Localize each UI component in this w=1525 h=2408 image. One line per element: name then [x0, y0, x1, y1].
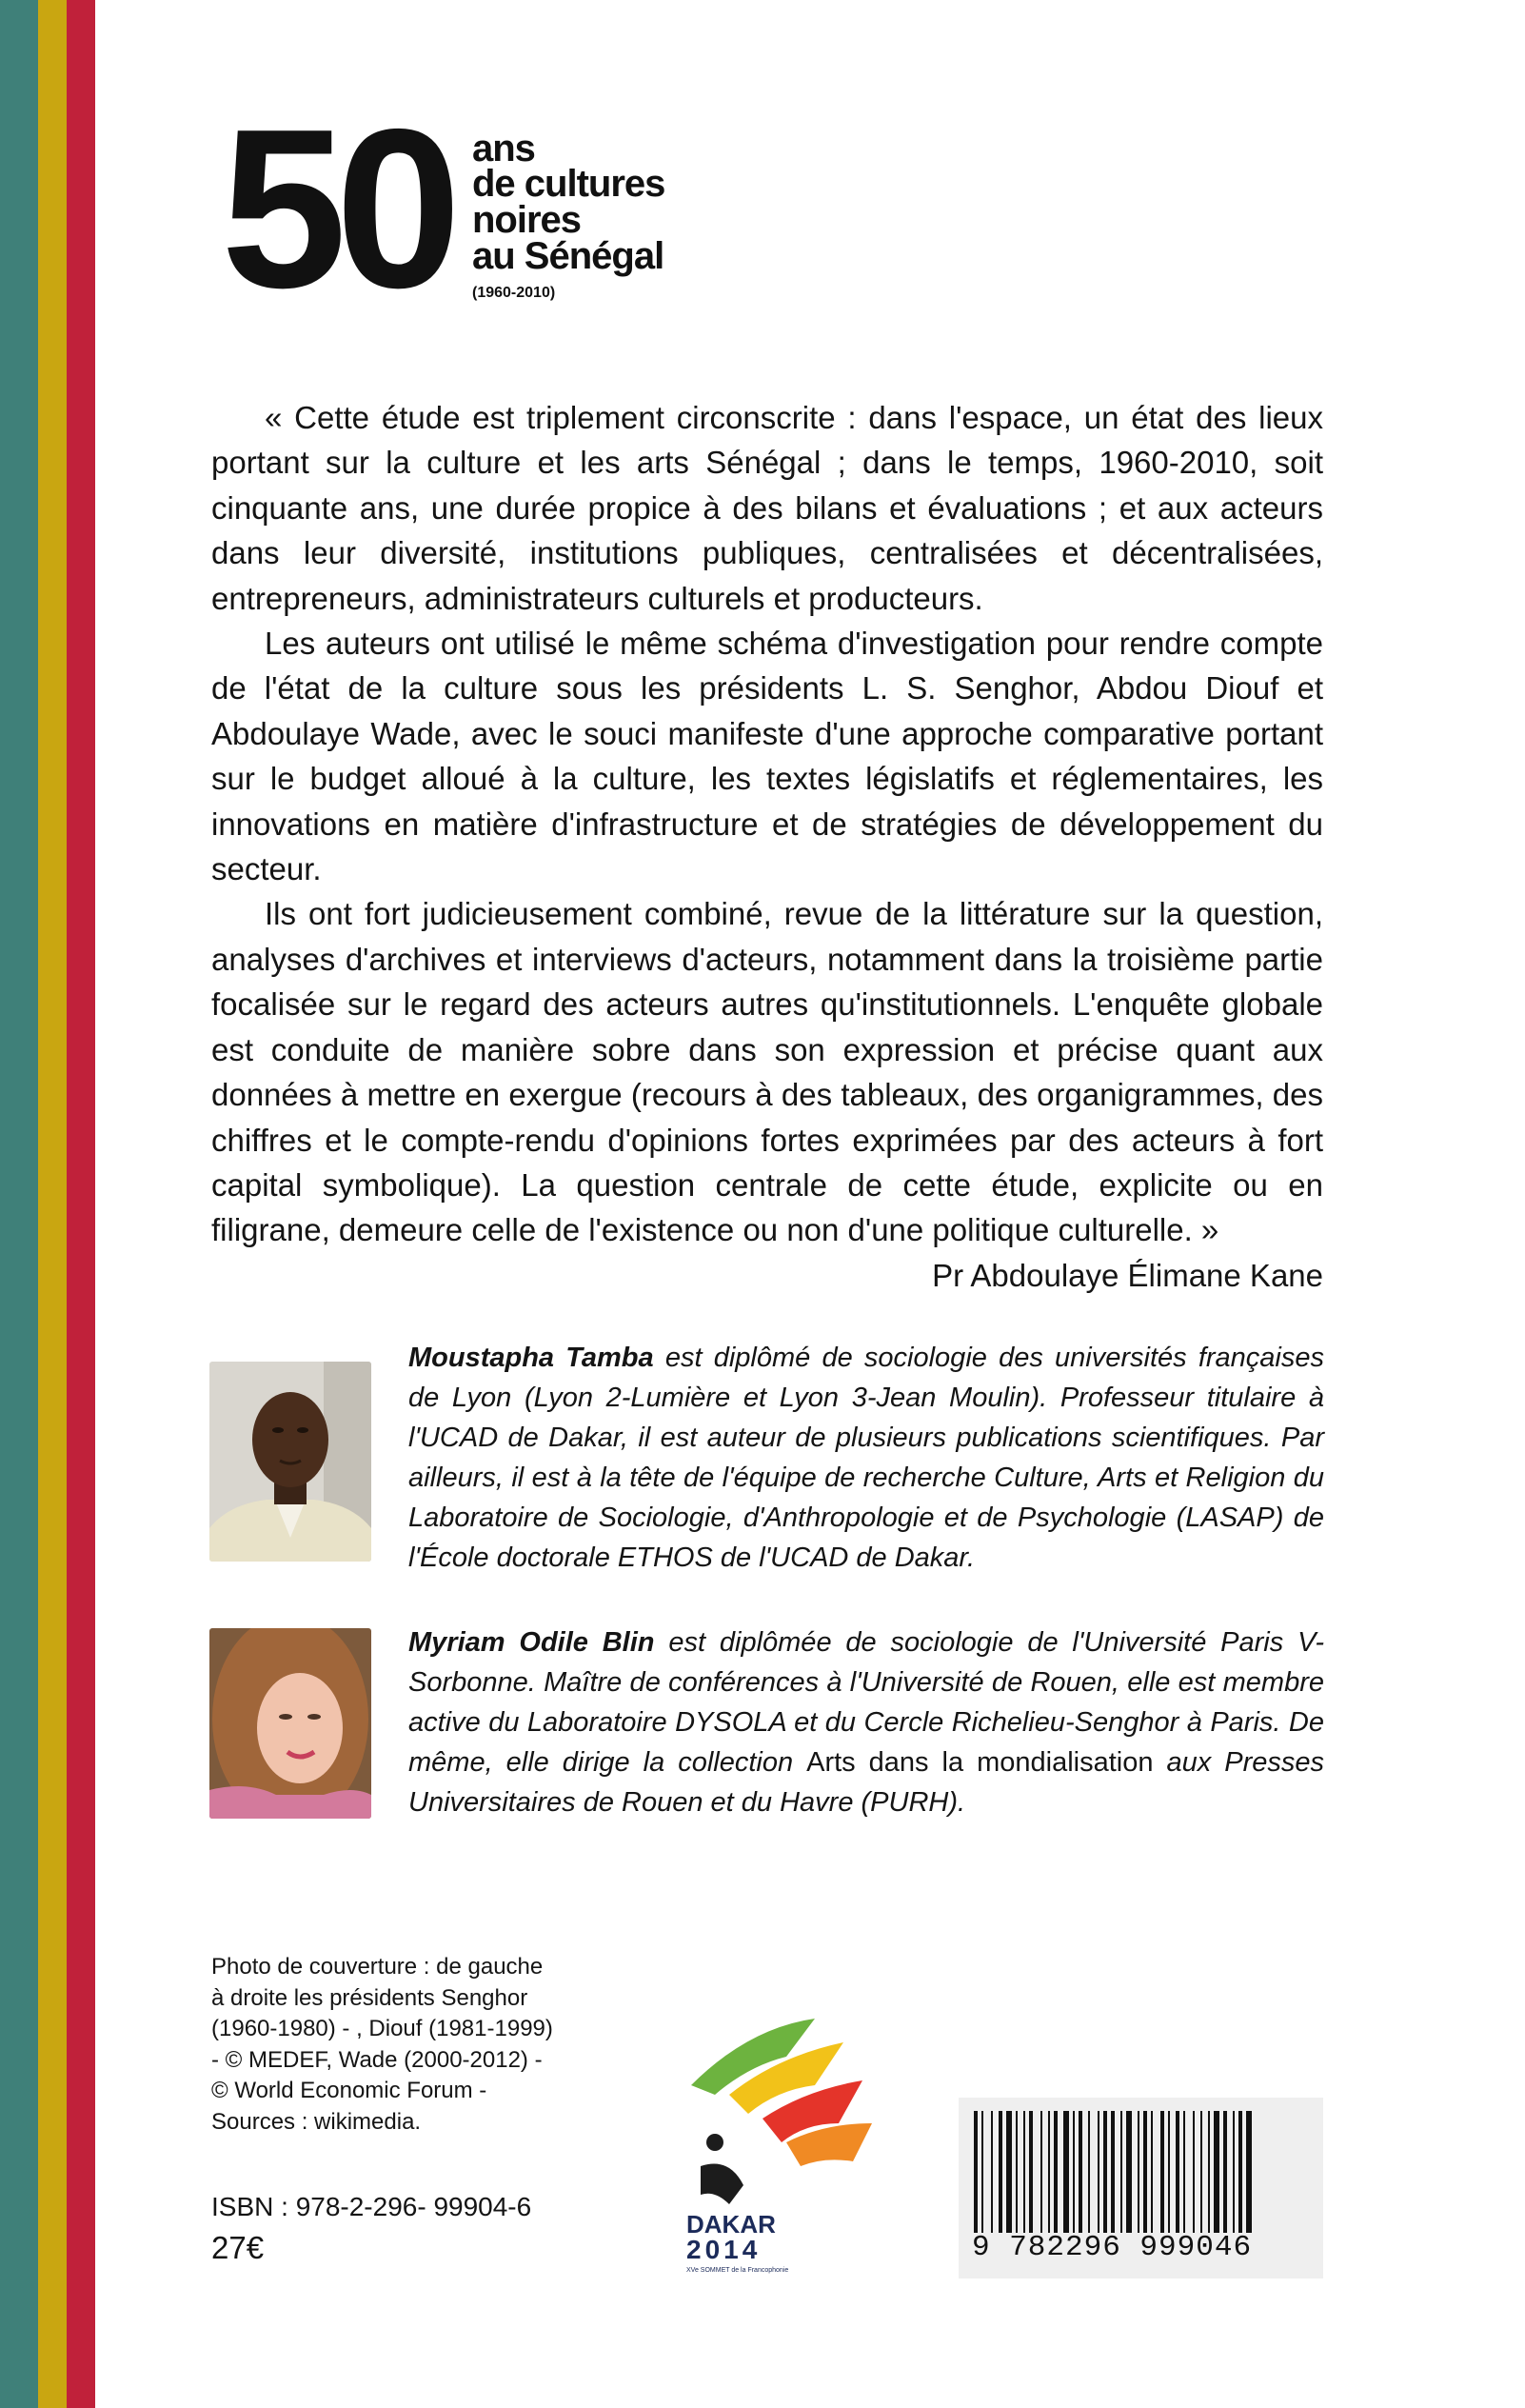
stripe-yellow	[38, 0, 67, 2408]
barcode-bar	[1006, 2111, 1012, 2233]
barcode-bar	[1120, 2111, 1122, 2233]
credits-line: Sources : wikimedia.	[211, 2108, 422, 2135]
stripe-red	[67, 0, 95, 2408]
barcode-number: 9 782296 999046	[972, 2231, 1253, 2264]
barcode-bar	[1098, 2111, 1099, 2233]
isbn: ISBN : 978-2-296- 99904-6	[211, 2192, 532, 2221]
bio-text-blin-1: est diplômée de sociologie de l'Université Paris V-Sorbonne. Maître de conférences à l'Université de Rouen, elle est membre active du Laboratoire DYSOLA et du Cercle Richelieu-Senghor à Paris. De même, elle dirige la collection	[408, 1627, 1324, 1778]
barcode-bar	[1040, 2111, 1042, 2233]
barcode-bar	[1054, 2111, 1058, 2233]
barcode-bar	[1029, 2111, 1033, 2233]
barcode-bar	[1063, 2111, 1069, 2233]
barcode-bar	[991, 2111, 993, 2233]
title-years: (1960-2010)	[472, 285, 556, 301]
barcode-bar	[1016, 2111, 1018, 2233]
logo-subtitle: XVe SOMMET de la Francophonie	[686, 2267, 789, 2274]
barcode-bar	[1023, 2111, 1025, 2233]
bio-text-tamba: est diplômé de sociologie des universités françaises de Lyon (Lyon 2-Lumière et Lyon 3-Jean Moulin). Professeur titulaire à l'UCAD de Dakar, il est auteur de plusieurs publications scientifiques. Par ailleurs, il est à la tête de l'équipe de recherche Culture, Arts et Religion du Laboratoire de Sociologie, d'Anthropologie et de Psychologie (LASAP) de l'École doctorale ETHOS de l'UCAD de Dakar.	[408, 1343, 1324, 1573]
quote-paragraph-1: « Cette étude est triplement circonscrite : dans l'espace, un état des lieux portant sur la culture et les arts Sénégal ; dans le temps, 1960-2010, soit cinquante ans, une durée propice à des bilans et évaluations ; et aux acteurs dans leur diversité, institutions publiques, centralisées et décentralisées, entrepreneurs, administrateurs culturels et producteurs.	[211, 400, 1323, 616]
barcode-bar	[974, 2111, 978, 2233]
bio-text-blin-2: aux Presses Universitaires de Rouen et du Havre (PURH).	[408, 1747, 1324, 1818]
barcode-bar	[1079, 2111, 1082, 2233]
barcode	[959, 2098, 1323, 2279]
author-photo-blin	[209, 1628, 371, 1819]
credits-line: © World Economic Forum -	[211, 2078, 487, 2103]
barcode-bar	[1208, 2111, 1210, 2233]
title-line-1: ans	[472, 128, 535, 169]
barcode-bar	[1233, 2111, 1235, 2233]
title-number: 50	[221, 83, 450, 335]
bio-blin	[408, 1622, 1324, 1822]
logo-word: DAKAR	[686, 2210, 776, 2239]
photo-credits	[211, 1952, 611, 2138]
title-line-3: noires	[472, 199, 582, 241]
author-name-tamba: Moustapha Tamba	[408, 1343, 654, 1373]
author-name-blin: Myriam Odile Blin	[408, 1627, 655, 1658]
barcode-bar	[1088, 2111, 1090, 2233]
barcode-bars	[974, 2111, 1309, 2233]
barcode-bar	[1183, 2111, 1185, 2233]
barcode-bar	[1238, 2111, 1242, 2233]
author-photo-tamba	[209, 1362, 371, 1562]
barcode-bar	[1126, 2111, 1132, 2233]
barcode-bar	[1223, 2111, 1227, 2233]
credits-line: (1960-1980) - , Diouf (1981-1999)	[211, 2016, 553, 2041]
barcode-bar	[1143, 2111, 1147, 2233]
barcode-bar	[1151, 2111, 1153, 2233]
price: 27€	[211, 2230, 265, 2265]
logo-year: 2014	[686, 2235, 762, 2264]
credits-line: - © MEDEF, Wade (2000-2012) -	[211, 2046, 543, 2073]
barcode-bar	[1176, 2111, 1179, 2233]
title-line-2: de cultures	[472, 163, 665, 205]
barcode-bar	[1103, 2111, 1107, 2233]
barcode-bar	[1168, 2111, 1170, 2233]
blurb-quote	[211, 395, 1323, 1298]
credits-line: Photo de couverture : de gauche	[211, 1954, 544, 1980]
barcode-bar	[1048, 2111, 1050, 2233]
dakar-2014-logo	[672, 2000, 881, 2276]
barcode-bar	[981, 2111, 983, 2233]
barcode-bar	[1111, 2111, 1115, 2233]
stripe-green	[0, 0, 38, 2408]
barcode-bar	[1200, 2111, 1202, 2233]
barcode-bar	[1138, 2111, 1139, 2233]
barcode-bar	[1193, 2111, 1195, 2233]
collection-name: Arts dans la mondialisation	[806, 1747, 1154, 1778]
bio-tamba	[408, 1338, 1324, 1578]
quote-paragraph-2: Les auteurs ont utilisé le même schéma d'investigation pour rendre compte de l'état de la culture sous les présidents L. S. Senghor, Abdou Diouf et Abdoulaye Wade, avec le souci manifeste d'une approche comparative portant sur le budget alloué à la culture, les textes législatifs et réglementaires, les innovations en matière d'infrastructure et de stratégies de développement du secteur.	[211, 626, 1323, 887]
quote-author: Pr Abdoulaye Élimane Kane	[932, 1257, 1323, 1293]
quote-paragraph-3: Ils ont fort judicieusement combiné, revue de la littérature sur la question, analyses d'archives et interviews d'acteurs, notamment dans la troisième partie focalisée sur le regard des acteurs autres qu'institutionnels. L'enquête globale est conduite de manière sobre dans son expression et précise quant aux données à mettre en exergue (recours à des tableaux, des organigrammes, des chiffres et le compte-rendu d'opinions fortes exprimées par des acteurs à fort capital symbolique). La question centrale de cette étude, explicite ou en filigrane, demeure celle de l'existence ou non d'une politique culturelle. »	[211, 896, 1323, 1248]
barcode-bar	[1214, 2111, 1219, 2233]
barcode-bar	[1246, 2111, 1252, 2233]
credits-line: à droite les présidents Senghor	[211, 1984, 528, 2011]
barcode-bar	[1160, 2111, 1164, 2233]
barcode-bar	[1073, 2111, 1075, 2233]
title-line-4: au Sénégal	[472, 235, 664, 277]
barcode-bar	[999, 2111, 1002, 2233]
